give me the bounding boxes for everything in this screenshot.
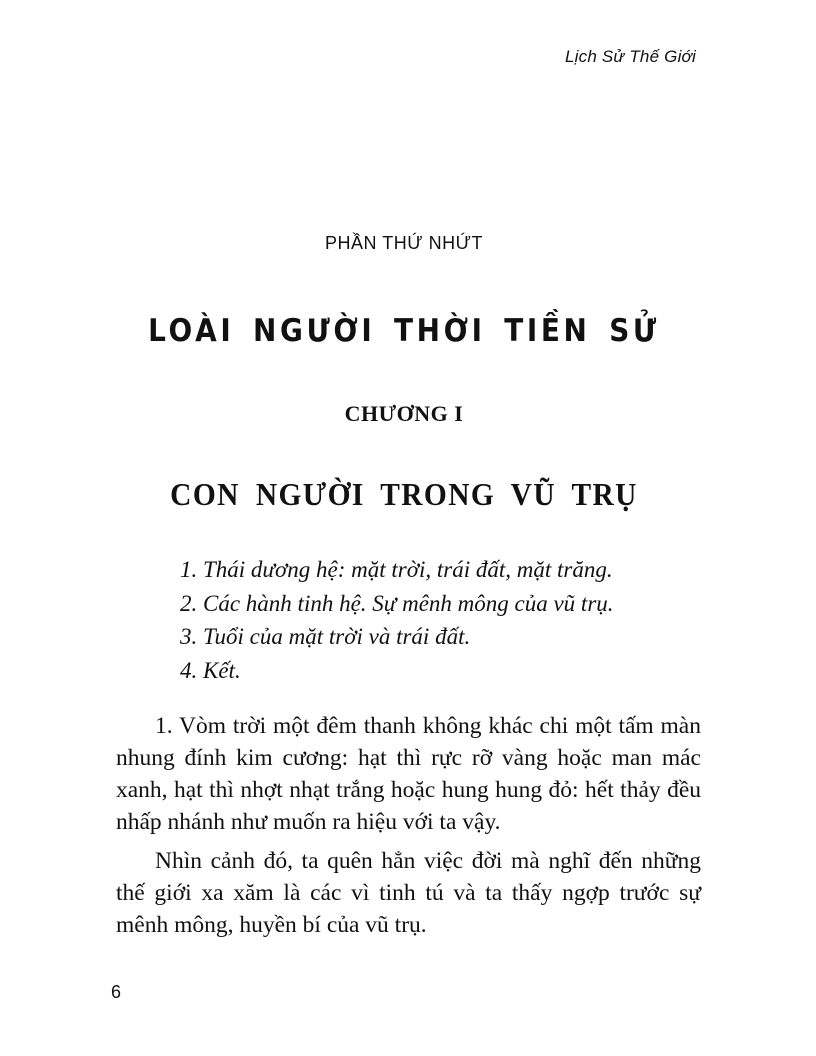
chapter-label: CHƯƠNG I [344,401,464,426]
body-paragraph: 1. Vòm trời một đêm thanh không khác chi một tấm màn nhung đính kim cương: hạt thì rực rỡ vàng hoặc man mác xanh, hạt thì nhợt nhạt trắng hoặc hung hung đỏ: hết thảy đều nhấp nhánh như muốn ra hiệu với ta vậy. [116,713,701,835]
part-label: PHẦN THỨ NHỨT [325,233,483,253]
outline-item: 2. Các hành tinh hệ. Sự mênh mông của vũ trụ. [180,590,614,616]
chapter-title: CON NGƯỜI TRONG VŨ TRỤ [170,476,638,512]
outline-item: 4. Kết. [180,657,241,683]
body-text [116,710,701,948]
page-number: 6 [111,982,122,1002]
part-title: LOÀI NGƯỜI THỜI TIỀN SỬ [148,313,660,349]
chapter-outline [180,553,614,687]
outline-item: 3. Tuổi của mặt trời và trái đất. [180,624,471,649]
body-paragraph: Nhìn cảnh đó, ta quên hẳn việc đời mà nghĩ đến những thế giới xa xăm là các vì tinh tú và ta thấy ngợp trước sự mênh mông, huyền bí của vũ trụ. [116,848,701,938]
running-header: Lịch Sử Thế Giới [564,47,696,66]
outline-item: 1. Thái dương hệ: mặt trời, trái đất, mặt trăng. [180,557,613,582]
